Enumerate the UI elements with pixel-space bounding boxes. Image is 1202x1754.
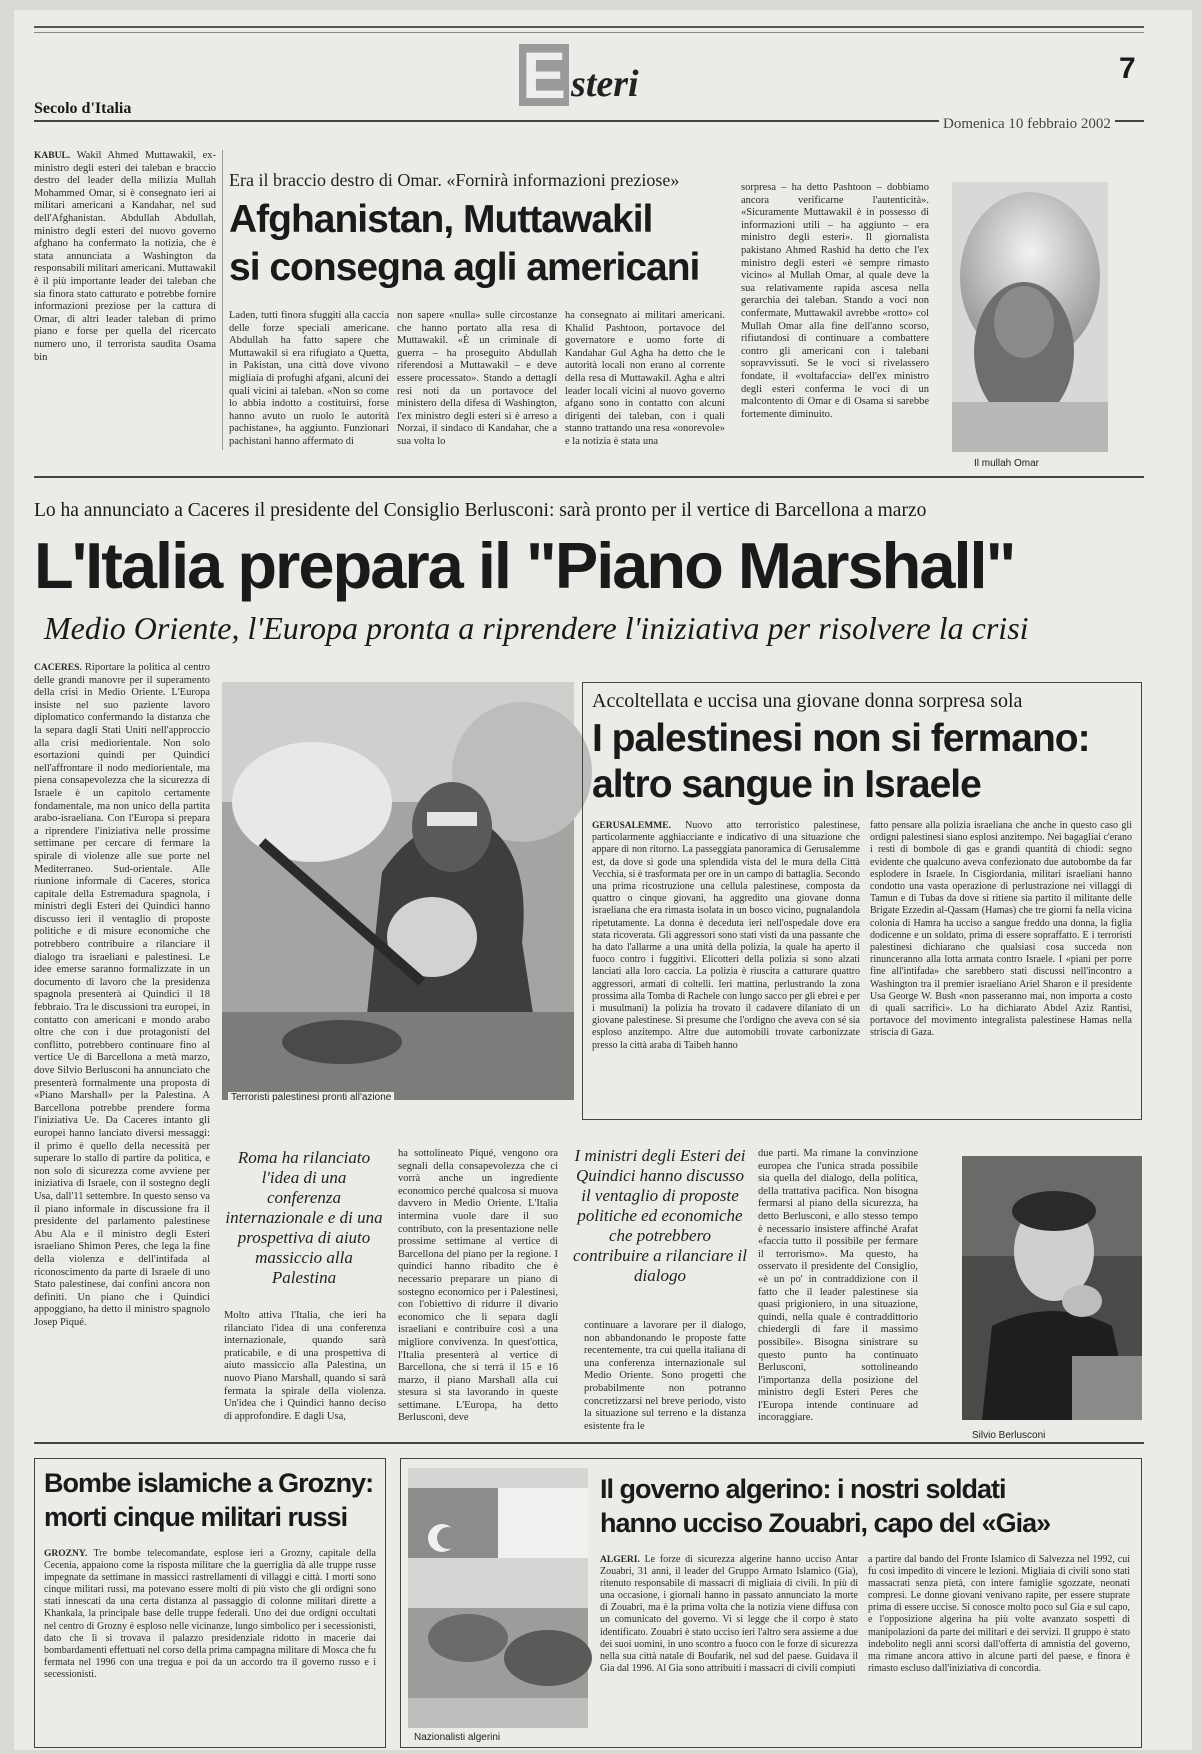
dateline: KABUL. (34, 151, 71, 161)
main-col-1 (34, 662, 210, 1422)
algeria-col-2: a partire dal bando del Fronte Islamico di Salvezza nel 1992, cui fu così impedito di vincere le lezioni. Migliaia di civili sono stati massacrati senza pietà, con intere famiglie sgozzate, neonati compresi. Le donne giovani venivano rapite, per essere stuprate prima di essere uccise. Si conosce molto poco sul Gia e sul capo, e l'opposizione algerina ha più volte avanzato sospetti di manipolazioni da parte dei militari e dei servizi. Il gruppo è stato indebolito negli anni scorsi dall'offerta di amnistia del governo, ma rimane ancora attivo in alcune parti del paese, e finora è rimasto escluso dall'iniziativa di concordia. (868, 1554, 1130, 1674)
dateline: GERUSALEMME. (592, 821, 671, 831)
grozny-body (44, 1548, 376, 1742)
body-text: Riportare la politica al centro delle grandi manovre per il superamento della crisi in Medio Oriente. L'Europa insiste nel suo paziente lavoro diplomatico confermando la distanza che la separa dagli Stati Uniti nell'approccio alla crisi mediorientale. Non solo esortazioni quindi per Quindici nell'affrontare il nodo mediorientale, ma piena consapevolezza che la sicurezza di Israele è un capitolo certamente fondamentale, ma non unico della partita arabo-israeliana. Con l'Europa si prepara a riprendere l'iniziativa nelle prossime settimane per cercare di fermare la spirale di violenze alle sue porte nel Mediterraneo. Sud-orientale. Alle riunione informale di Caceres, storica capitale della Estremadura spagnola, i ministri degli Esteri dei Quindici hanno discusso ieri il ventaglio di proposte politiche e di misure economiche che potrebbero contribuire a rilanciare il dialogo tra israeliani e palestinesi. Le idee emerse saranno formalizzate in un documento di lavoro che la presidenza spagnola presenterà ai Quindici il 18 febbraio. Tra le discussioni tra europei, in contatto con americani e mondo arabo oltre che con i due protagonisti del conflitto, potrebbero continuare fino al vertice Ue di Barcellona a metà marzo, dove Silvio Berlusconi ha annunciato che presenterà formalmente una proposta di «Piano Marshall» per la Palestina. A Barcellona potrebbe prendere forma l'iniziativa Ue. Da Caceres intanto gli europei hanno lanciato diversi messaggi: il primo è quello della necessità per superare lo stallo di partire da politica, e non solo di sicurezza come avviene per iniziativa di Israele, con il sostegno degli Usa, dall'11 settembre. In questo senso va il piano informale in discussione fra il presidente del parlamento palestinese Abu Ala e il ministro degli Esteri israeliano Shimon Peres, che lega la fine della violenza e dell'intifada al riconoscimento da parte di Israele di uno Stato palestinese, dai confini ancora non definiti. Un piano che i Quindici appoggiano, ha detto il ministro spagnolo Josep Piqué. (34, 662, 210, 1328)
afghanistan-headline-1: Afghanistan, Muttawakil (229, 198, 653, 241)
body-text: Le forze di sicurezza algerine hanno ucciso Antar Zouabri, 31 anni, il leader del Gruppo Armato Islamico (Gia), ritenuto responsabile di massacri di migliaia di civili. In più di una occasione, i giornali hanno in passato annunciato la morte di Zouabri, ma è la prima volta che la notizia viene diffusa con un comunicato del governo. Vi si legge che il corpo è stato identificato. Zouabri è stato ucciso ieri l'altro sera assieme a due dei suoi uomini, in uno scontro a fuoco con le forze di sicurezza nella sua città natale di Boufarik, nel sud del paese. Guidava il Gia dal 1996. Al Gia sono attribuiti i massacri di civili compiuti (600, 1554, 858, 1674)
mullah-omar-photo (952, 182, 1108, 452)
algeria-headline-2: hanno ucciso Zouabri, capo del «Gia» (600, 1508, 1051, 1538)
body-text: Nuovo atto terroristico palestinese, particolarmente agghiacciante e indicativo di una situazione che appare di non ritorno. La passeggiata panoramica di Gerusalemme est, da dove si gode una splendida vista del le mura della Città Vecchia, si è trasformata per ore in un campo di battaglia. Secondo una prima ricostruzione una cellula palestinese, composta da quattro o cinque giovani, ha aggredito una giovane donna israeliana che era rimasta isolata in un bosco vicino, pugnalandola ripetutamente. La donna è deceduta ieri nell'ospedale dove era stata ricoverata. Gli aggressori sono stati visti da una passante che ha dato l'allarme a una unità della polizia, la quale ha aperto il fuoco contro i fuggitivi. Elicotteri della polizia si sono alzati lanciati alla loro caccia. La polizia è riuscita a catturare quattro aggressori, armati di coltelli. Ieri mattina, perlustrando la zona prossima alla Tomba di Rachele con lungo sacco per gli ebrei e per i musulmani) la polizia ha trovato il cadavere dilaniato di un giovane palestinese. Si presume che l'ordigno che aveva con sé sia esploso anzitempo. Altre due automobili trovate carbonizzate presso la città araba di Taibeh hanno (592, 820, 860, 1051)
main-col-3: ha sottolineato Piqué, vengono ora segnali della consapevolezza che ci vorrà anche un ingrediente economico perché qualcosa si muova davvero in Medio Oriente. L'Italia intermina vuole dare il suo contributo, con la presentazione nelle prossime settimane al vertice di Barcellona del piano per la regione. I quindici hanno ribadito che è necessario preparare un piano di sostegno economico per i Palestinesi, con l'obiettivo di ridurre il divario economico che li separa dagli israeliani e contribuire così a una migliore convivenza. In quest'ottica, l'Italia presenterà al vertice di Barcellona, che si terrà il 15 e 16 marzo, il piano Marshall alla cui stesura si sta lavorando in queste settimane. L'Europa, ha detto Berlusconi, deve (398, 1148, 558, 1424)
grozny-headline-1: Bombe islamiche a Grozny: (44, 1468, 374, 1498)
grozny-headline-2: morti cinque militari russi (44, 1502, 348, 1532)
afghanistan-headline-2: si consegna agli americani (229, 246, 700, 289)
pull-quote-ministri: I ministri degli Esteri dei Quindici hanno discusso il ventaglio di proposte politiche ed economiche che potrebbero contribuire a rilanciare il dialogo (573, 1146, 747, 1285)
body-text: Wakil Ahmed Muttawakil, ex-ministro degli esteri dei taleban e braccio destro del leader della milizia Mullah Mohammed Omar, si è consegnato ieri ai militari americani a Kandahar, nel sud dell'Afghanistan. Abdullah Abdullah, ministro degli esteri del nuovo governo afghano ha confermato la notizia, che è stata annunciata a Washington da responsabili militari americani. Muttawakil è il più importante leader dei taleban che sia finora stato catturato e potrebbe fornire informazioni preziose per la cattura di Omar, di altri leader taleban di primo piano e forse per quella del ricercato numero uno, il terrorista saudita Osama bin (34, 150, 216, 363)
algerian-nationalists-image (408, 1468, 588, 1728)
israel-headline-1: I palestinesi non si fermano: (592, 717, 1090, 760)
israel-col-2: fatto pensare alla polizia israeliana che anche in questo caso gli ordigni palestinesi siano esplosi anzitempo. Nei bagagliai c'erano i resti di bombole di gas e grandi quantità di chiodi: segno evidente che qualcuno aveva confezionato due autobombe da far esplodere in Israele. In Cisgiordania, militari israeliani hanno condotto una vasta operazione di perlustrazione nei villaggi di Tamun e di Tubas da dove si ritiene sia partito il militante delle Brigate Ezzedin al-Qassam (Hamas) che tre giorni fa nella vicina colonia di Hamra ha ucciso a sangue freddo una donna, la figlia dodicenne e un soldato, prima di essere sopraffatto. E i terroristi palestinesi dichiarano che qualsiasi cosa succeda non rinunceranno alla lotta armata contro Israele. I «piani per porre fine all'intifada» che sarebbero stati discussi nell'incontro a Washington tra il premier israeliano Ariel Sharon e il presidente Usa George W. Bush «non passeranno mai, non importa a costo di quali sacrifici». Lo ha dichiarato Abdel Aziz Rantisi, portavoce del movimento integralista palestinese Hamas nella striscia di Gaza. (870, 820, 1132, 1039)
algeria-col-1 (600, 1554, 858, 1742)
israel-col-1 (592, 820, 860, 1112)
section-title (519, 36, 639, 112)
section-initial: E (519, 44, 569, 106)
dateline: CACERES. (34, 663, 82, 673)
israel-kicker: Accoltellata e uccisa una giovane donna sorpresa sola (592, 690, 1023, 712)
section-name: steri (571, 63, 639, 105)
main-kicker: Lo ha annunciato a Caceres il presidente del Consiglio Berlusconi: sarà pronto per il vertice di Barcellona a marzo (34, 500, 927, 521)
berlusconi-photo (962, 1156, 1142, 1420)
terrorists-caption: Terroristi palestinesi pronti all'azione (228, 1092, 394, 1103)
mullah-omar-portrait (952, 182, 1108, 452)
main-subhead: Medio Oriente, l'Europa pronta a riprendere l'iniziativa per risolvere la crisi (44, 610, 1029, 646)
newspaper-name: Secolo d'Italia (34, 100, 132, 117)
berlusconi-caption: Silvio Berlusconi (972, 1430, 1046, 1441)
body-text: Tre bombe telecomandate, esplose ieri a Grozny, capitale della Cecenia, appaiono come la risposta militare che la guerriglia dà alle truppe russe impegnate da settimane in massicci rastrellamenti di villaggi e città. I morti sono cinque militari russi, ma potevano essere molti di più visto che gli ordigni sono stati innescati da una certa distanza al passaggio di colonne militari dirette a Khankala, la principale base delle truppe federali. Uno dei due ordigni occultati nel centro di Grozny è esploso nelle vicinanze, lungo simbolico per i secessionisti, dato che lì si trovava il palazzo presidenziale ridotto in macerie dai bombardamenti effettuati nel corso della prima campagna militare di Mosca che fu fermata nel 1996 con una tregua e poi da un accordo tra il governo russo e i secessionisti. (44, 1548, 376, 1680)
main-headline: L'Italia prepara il "Piano Marshall" (34, 529, 1015, 602)
main-col-2: Molto attiva l'Italia, che ieri ha rilanciato l'idea di una conferenza internazionale, quando sarà praticabile, e di una prospettiva di aiuto massiccio alla Palestina, un nuovo Piano Marshall, quando si sarà fermata la spirale della violenza. Un'idea che i Quindici hanno deciso di approfondire. E dagli Usa, (224, 1310, 386, 1422)
afghanistan-col-5: sorpresa – ha detto Pashtoon – dobbiamo ancora verificarne l'autenticità». «Sicuramente Muttawakil è in possesso di informazioni utili – ha aggiunto – era ministro degli esteri». Il giornalista pakistano Ahmed Rashid ha detto che l'ex ministro degli esteri «è sempre rimasto vicino» al Mullah Omar, al quale deve la sua relativamente rapida ascesa nella gerarchia dei taleban. Stando a voci non confermate, Muttawakil avrebbe «rotto» col Mullah Omar alla fine dell'anno scorso, rifiutandosi di continuare a combattere contro gli americani con i talebani sopravvissuti. Se le voci si rivelassero fondate, il «voltafaccia» dell'ex ministro degli esteri conferma le voci di un malcontento di Omar e di Osama si sarebbe fortemente diminuito. (741, 182, 929, 420)
israel-headline-2: altro sangue in Israele (592, 763, 981, 806)
main-col-5: due parti. Ma rimane la convinzione europea che l'unica strada possibile sia quella del dialogo, della politica, della trattativa pacifica. Non bisogna fermarsi al piano della sicurezza, ha detto Berlusconi, e allo stesso tempo è necessario insistere affinché Arafat «faccia tutto il possibile per fermare il terrorismo». Ma questo, ha osservato il presidente del Consiglio, «è un po' in contraddizione con il fatto che il leader palestinese sia quasi prigioniero, in una situazione, quindi, nella quale è contraddittorio chiedergli di fare il massimo possibile». Bisogna sinistrare su questo punto ha continuato Berlusconi, sottolineando l'importanza della posizione del ministro degli Esteri Peres che l'Europa intende continuare ad incoraggiare. (758, 1148, 918, 1424)
pull-quote-roma: Roma ha rilanciato l'idea di una conferenza internazionale e di una prospettiva di aiuto massiccio alla Palestina (225, 1148, 383, 1287)
afghanistan-kicker: Era il braccio destro di Omar. «Fornirà informazioni preziose» (229, 170, 680, 190)
issue-date: Domenica 10 febbraio 2002 (939, 116, 1115, 133)
berlusconi-portrait (962, 1156, 1142, 1420)
page-number: 7 (1119, 52, 1136, 85)
afghanistan-col-1 (34, 150, 216, 450)
algeria-caption: Nazionalisti algerini (414, 1732, 501, 1743)
mullah-omar-caption: Il mullah Omar (974, 458, 1040, 469)
main-col-4: continuare a lavorare per il dialogo, non abbandonando le proposte fatte recentemente, tra cui quella italiana di una conferenza internazionale sul Medio Oriente. Sono progetti che probabilmente non potranno concretizzarsi nel breve periodo, visto la situazione sul terreno e la distanza esistente fra le (584, 1320, 746, 1432)
algeria-photo (408, 1468, 588, 1728)
dateline: ALGERI. (600, 1555, 640, 1565)
algeria-headline-1: Il governo algerino: i nostri soldati (600, 1474, 1006, 1504)
newspaper-page (14, 10, 1192, 1750)
dateline: GROZNY. (44, 1549, 88, 1559)
afghanistan-col-2: Laden, tutti finora sfuggiti alla caccia delle forze speciali americane. Abdullah ha fatto sapere che Muttawakil si era rifugiato a Quetta, in Pakistan, una città dove vivono migliaia di profughi afgani, alcuni dei quali vicini ai taleban. «Non so come lo abbia indotto a costituirsi, forse hanno avuto un ruolo le autorità pachistane», ha aggiunto. Funzionari pachistani hanno affermato di (229, 310, 389, 447)
palestinian-fighters-image (222, 682, 574, 1100)
afghanistan-col-3: non sapere «nulla» sulle circostanze che hanno portato alla resa di Muttawakil. «È un criminale di guerra – ha proseguito Abdullah riferendosi a Muttawakil – e deve essere processato». Stando a dettagli resi noti da un portavoce del ministero della difesa di Washington, l'ex ministro degli esteri si è arreso a Norzai, il sindaco di Kandahar, che a sua volta lo (397, 310, 557, 447)
terrorists-photo (222, 682, 574, 1100)
afghanistan-col-4: ha consegnato ai militari americani. Khalid Pashtoon, portavoce del governatore e uomo forte di Kandahar Gul Agha ha detto che le autorità locali non erano al corrente della resa di Muttawakil. Agha e altri leader locali vicini al nuovo governo afgano sono in contatto con alcuni dirigenti dei taleban, con i quali stanno trattando una resa «onorevole» e la notizia è stata una (565, 310, 725, 447)
